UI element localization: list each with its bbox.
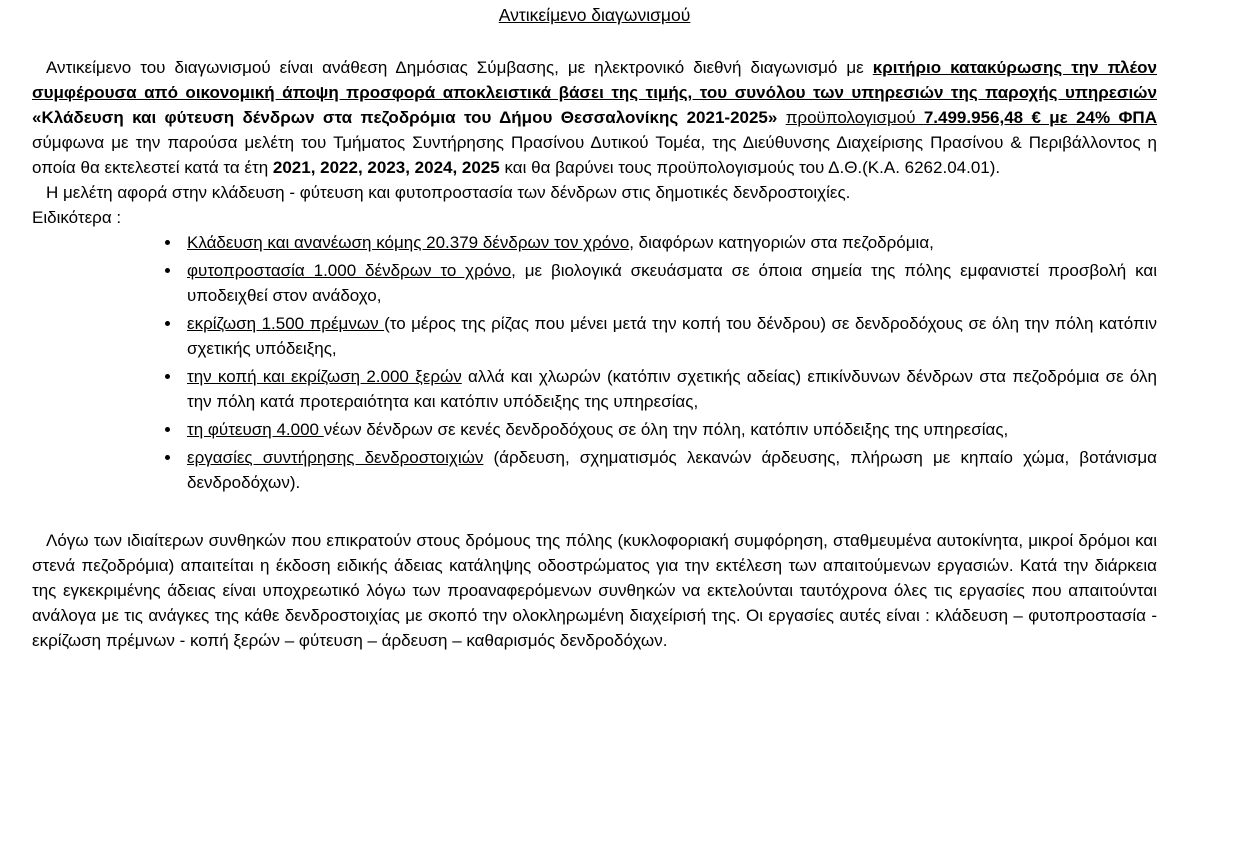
- bullet-item: [182, 311, 1157, 361]
- text-run: 7.499.956,48 € με 24% ΦΠΑ: [923, 108, 1157, 127]
- text-run: την κοπή και εκρίζωση 2.000 ξερών: [187, 367, 462, 386]
- text-run: τη φύτευση 4.000: [187, 420, 324, 439]
- closing-paragraph: [32, 528, 1157, 653]
- text-run: προϋπολογισμού: [785, 108, 924, 127]
- text-run: και θα βαρύνει τους προϋπολογισμούς του Δ.Θ.(Κ.Α. 6262.04.01).: [499, 158, 1001, 177]
- bullet-list: [32, 230, 1157, 495]
- bullet-item: [182, 364, 1157, 414]
- paragraph-spacer: [32, 498, 1157, 528]
- bullet-item: [182, 258, 1157, 308]
- text-run: (το μέρος της ρίζας που μένει μετά την κοπή του δένδρου) σε δενδροδόχους σε όλη την πόλη κατόπιν σχετικής υπόδειξης,: [187, 314, 1157, 358]
- text-run: Κλάδευση και ανανέωση κόμης 20.379 δένδρων τον χρόνο: [187, 233, 630, 252]
- text-run: εκρίζωση 1.500 πρέμνων: [187, 314, 385, 333]
- text-run: Λόγω των ιδιαίτερων συνθηκών που επικρατούν στους δρόμους της πόλης (κυκλοφοριακή συμφόρηση, σταθμευμένα αυτοκίνητα, μικροί δρόμοι και στενά πεζοδρόμια) απαιτείται η έκδοση ειδικής άδειας κατάληψης οδοστρώματος για την εκτέλεση των απαιτούμενων εργασιών. Κατά την διάρκεια της εγκεκριμένης άδειας είναι υποχρεωτικό λόγω των προαναφερόμενων συνθηκών να εκτελούνται ταυτόχρονα όλες τις εργασίες που απαιτούνται ανάλογα με τις ανάγκες της κάθε δενδροστοιχίας με σκοπό την ολοκληρωμένη διαχείρισή της. Οι εργασίες αυτές είναι : κλάδευση – φυτοπροστασία - εκρίζωση πρέμνων - κοπή ξερών – φύτευση – άρδευση – καθαρισμός δενδροδόχων.: [32, 531, 1157, 650]
- bullet-item: [182, 445, 1157, 495]
- text-run: φυτοπροστασία 1.000 δένδρων το χρόνο: [187, 261, 512, 280]
- page-title: Αντικείμενο διαγωνισμού: [498, 5, 691, 25]
- text-run: σύμφωνα με την παρούσα μελέτη του Τμήματος Συντήρησης Πρασίνου Δυτικού Τομέα, της Διεύθυνσης Διαχείρισης Πρασίνου & Περιβάλλοντος η οποία θα εκτελεστεί κατά τα έτη: [32, 133, 1157, 177]
- specifically-label: Ειδικότερα :: [32, 208, 122, 227]
- text-run: αλλά και χλωρών (κατόπιν σχετικής αδείας) επικίνδυνων δένδρων στα πεζοδρόμια σε όλη την πόλη κατά προτεραιότητα και κατόπιν υπόδειξης της υπηρεσίας,: [187, 367, 1158, 411]
- text-run: (άρδευση, σχηματισμός λεκανών άρδευσης, πλήρωση με κηπαίο χώμα, βοτάνισμα δενδροδόχων).: [187, 448, 1157, 492]
- bullet-item: [182, 417, 1157, 442]
- text-run: 2021, 2022, 2023, 2024, 2025: [272, 158, 500, 177]
- intro-paragraph: [32, 55, 1157, 180]
- text-run: εργασίες συντήρησης δενδροστοιχιών: [187, 448, 484, 467]
- text-run: Η μελέτη αφορά στην κλάδευση - φύτευση και φυτοπροστασία των δένδρων στις δημοτικές δενδροστοιχίες.: [46, 183, 851, 202]
- bullet-item: [182, 230, 1157, 255]
- text-run: «Κλάδευση και φύτευση δένδρων στα πεζοδρόμια του Δήμου Θεσσαλονίκης 2021-2025»: [32, 108, 786, 127]
- text-run: , με βιολογικά σκευάσματα σε όποια σημεία της πόλης εμφανιστεί προσβολή και υποδειχθεί στον ανάδοχο,: [187, 261, 1157, 305]
- text-run: νέων δένδρων σε κενές δενδροδόχους σε όλη την πόλη, κατόπιν υπόδειξης της υπηρεσίας,: [323, 420, 1009, 439]
- text-run: , διαφόρων κατηγοριών στα πεζοδρόμια,: [629, 233, 934, 252]
- text-run: κριτήριο κατακύρωσης την πλέον συμφέρουσα από οικονομική άποψη προσφορά αποκλειστικά βάσει της τιμής, του συνόλου των υπηρεσιών της παροχής υπηρεσιών: [32, 58, 1158, 102]
- study-paragraph: [32, 180, 1157, 205]
- text-run: Αντικείμενο του διαγωνισμού είναι ανάθεση Δημόσιας Σύμβασης, με ηλεκτρονικό διεθνή διαγωνισμό με: [46, 58, 873, 77]
